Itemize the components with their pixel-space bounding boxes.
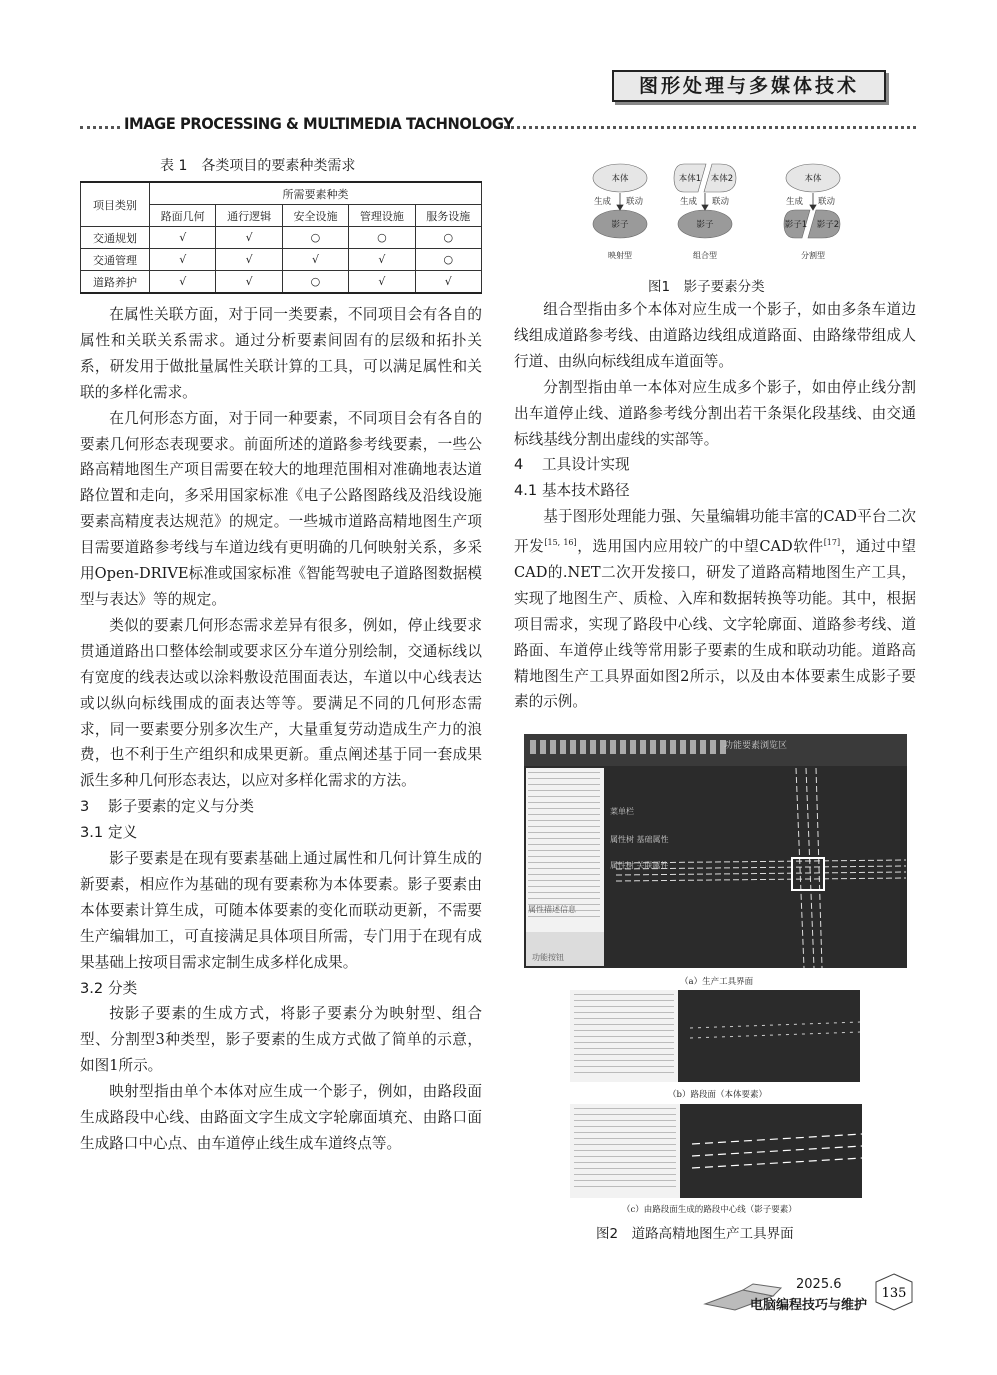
- section-heading: 3 影子要素的定义与分类: [80, 798, 254, 816]
- left-column: [80, 302, 482, 1157]
- cell: ○: [282, 271, 348, 294]
- right-column: [514, 297, 916, 715]
- centerline-screenshot: [570, 1104, 862, 1198]
- col-header: 路面几何: [150, 205, 216, 227]
- label-body2: 本体2: [710, 174, 734, 184]
- road-surface-screenshot: [570, 990, 860, 1082]
- paragraph: 在几何形态方面，对于同一种要素，不同项目会有各自的要素几何形态表现要求。前面所述的道路参考线要素，一些公路高精地图生产项目需要在较大的地理范围相对准确地表达道路位置和走向，多采用国家标准《电子公路图路线及沿线设施要素高精度表达规范》的规定。一些城市道路高精地图生产项目需要道路参考线与车道边线有更明确的几何映射关系，多采用Open-DRIVE标准或国家标准《智能驾驶电子道路图数据模型与表达》等的规定。: [80, 409, 482, 608]
- header-dots-right: [504, 126, 916, 129]
- label-shadow: 影子: [696, 220, 714, 230]
- label-link: 联动: [818, 197, 836, 207]
- figure2-caption: 图2 道路高精地图生产工具界面: [596, 1226, 794, 1242]
- cell: √: [150, 227, 216, 249]
- table-row: [81, 227, 482, 249]
- cell: √: [415, 271, 481, 294]
- paragraph: 在属性关联方面，对于同一类要素，不同项目会有各自的属性和关联关系需求。通过分析要素间固有的层级和拓扑关系，研发用于做批量属性关联计算的工具，可以满足属性和关联的多样化需求。: [80, 306, 482, 401]
- col-header: 管理设施: [349, 205, 415, 227]
- subsection-heading: 4.1 基本技术路径: [514, 482, 630, 500]
- label-gen: 生成: [594, 197, 612, 207]
- label-type-split: 分割型: [801, 251, 825, 260]
- table-row: [81, 271, 482, 294]
- row-name: 交通规划: [81, 227, 150, 249]
- cell: √: [216, 249, 282, 271]
- row-name: 交通管理: [81, 249, 150, 271]
- shadow-types-diagram: [590, 160, 865, 265]
- section-heading: 4 工具设计实现: [514, 456, 630, 474]
- group-header: 所需要素种类: [150, 182, 482, 205]
- row-name: 道路养护: [81, 271, 150, 294]
- cell: ○: [415, 227, 481, 249]
- label-shadow2: 影子2: [816, 220, 840, 230]
- subsection-heading: 3.1 定义: [80, 824, 138, 842]
- subfigure-b-caption: （b）路段面（本体要素）: [668, 1090, 767, 1100]
- centerline-canvas: [682, 1104, 862, 1198]
- table-caption: 表 1 各类项目的要素种类需求: [160, 158, 356, 174]
- section-title-en: IMAGE PROCESSING & MULTIMEDIA TACHNOLOGY: [124, 114, 514, 133]
- citation: [15, 16]: [544, 538, 577, 548]
- cell: √: [216, 227, 282, 249]
- label-body: 本体: [804, 174, 822, 184]
- header-dots-left: [80, 126, 120, 129]
- subsection-heading: 3.2 分类: [80, 979, 138, 997]
- cell: √: [150, 271, 216, 294]
- journal-name: 电脑编程技巧与维护: [750, 1298, 868, 1313]
- cell: √: [349, 249, 415, 271]
- label-shadow1: 影子1: [784, 220, 808, 230]
- paragraph: 基于图形处理能力强、矢量编辑功能丰富的CAD平台二次开发[15, 16]，选用国内应用较广的中望CAD软件[17]，通过中望CAD的.NET二次开发接口，研发了道路高精地图生产工具，实现了地图生产、质检、入库和数据转换等功能。其中，根据项目需求，实现了路段中心线、文字轮廓面、道路参考线、道路面、车道停止线等常用影子要素的生成和联动功能。道路高精地图生产工具界面如图2所示，以及由本体要素生成影子要素的示例。: [514, 508, 916, 711]
- figure1-caption: 图1 影子要素分类: [648, 279, 765, 295]
- label-link: 联动: [626, 197, 644, 207]
- col-project: 项目类别: [81, 182, 150, 227]
- subfigure-c-caption: （c）由路段面生成的路段中心线（影子要素）: [622, 1205, 797, 1215]
- svg-text:135: 135: [881, 1286, 907, 1301]
- label-type-comb: 组合型: [693, 251, 717, 260]
- label-link: 联动: [712, 197, 730, 207]
- issue-date: 2025.6: [796, 1277, 842, 1292]
- section-title: 图形处理与多媒体技术: [612, 70, 886, 102]
- paragraph: 按影子要素的生成方式，将影子要素分为映射型、组合型、分割型3种类型，影子要素的生成方式做了简单的示意，如图1所示。: [80, 1005, 482, 1075]
- cell: ○: [415, 249, 481, 271]
- cell: √: [349, 271, 415, 294]
- subfigure-a-caption: （a）生产工具界面: [680, 977, 754, 987]
- label-type-map: 映射型: [608, 251, 632, 260]
- paragraph: 影子要素是在现有要素基础上通过属性和几何计算生成的新要素，相应作为基础的现有要素称为本体要素。影子要素由本体要素计算生成，可随本体要素的变化而联动更新，不需要生产编辑加工，可直接满足具体项目所需，专门用于在现有成果基础上按项目需求定制生成多样化成果。: [80, 850, 482, 971]
- col-header: 通行逻辑: [216, 205, 282, 227]
- paragraph: 组合型指由多个本体对应生成一个影子，如由多条车道边线组成道路参考线、由道路边线组成道路面、由路缘带组成人行道、由纵向标线组成车道面等。: [514, 301, 916, 370]
- paragraph: 分割型指由单一本体对应生成多个影子，如由停止线分割出车道停止线、道路参考线分割出若干条渠化段基线、由交通标线基线分割出虚线的实部等。: [514, 378, 916, 448]
- paragraph: 类似的要素几何形态需求差异有很多，例如，停止线要求贯通道路出口整体绘制或要求区分车道分别绘制，交通标线以有宽度的线表达或以涂料敷设范围面表达，车道以中心线表达或以纵向标线围成的面表达等等。要满足不同的几何形态需求，同一要素要分别多次生产，大量重复劳动造成生产力的浪费，也不利于生产组织和成果更新。重点阐述基于同一套成果派生多种几何形态表达，以应对多样化需求的方法。: [80, 616, 482, 790]
- tool-screenshot: 功能要素浏览区 菜单栏 属性树 基础属性 属性树 关联属性 属性描述信息 功能按钮: [524, 734, 907, 968]
- page-number-badge: [872, 1272, 916, 1312]
- cell: √: [150, 249, 216, 271]
- citation: [17]: [823, 538, 841, 548]
- label-gen: 生成: [680, 197, 698, 207]
- label-shadow: 影子: [611, 220, 629, 230]
- paragraph: 映射型指由单个本体对应生成一个影子，例如，由路段面生成路段中心线、由路面文字生成文字轮廓面填充、由路口面生成路口中心点、由车道停止线生成车道终点等。: [80, 1083, 482, 1152]
- cell: ○: [282, 227, 348, 249]
- cell: ○: [349, 227, 415, 249]
- col-header: 安全设施: [282, 205, 348, 227]
- cell: √: [216, 271, 282, 294]
- label-body: 本体: [611, 174, 629, 184]
- label-body1: 本体1: [678, 174, 702, 184]
- road-surface-canvas: [680, 990, 860, 1082]
- table-row: [81, 249, 482, 271]
- col-header: 服务设施: [415, 205, 481, 227]
- label-gen: 生成: [786, 197, 804, 207]
- requirements-table: [80, 181, 482, 294]
- cell: √: [282, 249, 348, 271]
